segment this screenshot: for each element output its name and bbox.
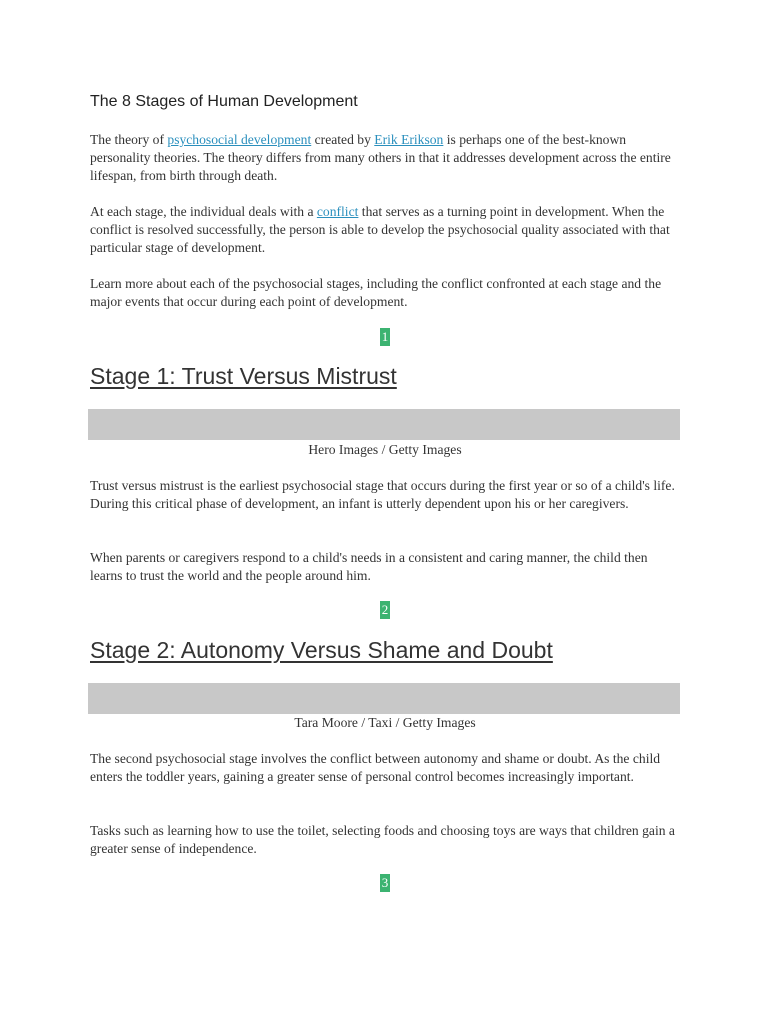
stage-1-image-placeholder: [88, 409, 680, 440]
erik-erikson-link[interactable]: Erik Erikson: [374, 132, 444, 147]
intro-paragraph-3: Learn more about each of the psychosocial stages, including the conflict confronted at each stage and the major events that occur during each point of development.: [90, 276, 662, 309]
stage-1-heading[interactable]: Stage 1: Trust Versus Mistrust: [90, 363, 397, 389]
stage-1-image-caption: Hero Images / Getty Images: [308, 442, 462, 457]
psychosocial-development-link[interactable]: psychosocial development: [167, 132, 312, 147]
intro-paragraph-2: [90, 203, 682, 257]
stage-number-badge: 2: [381, 602, 389, 617]
stage-number-badge: 3: [381, 875, 389, 890]
intro-paragraph-1: [90, 131, 682, 185]
stage-2-image-placeholder: [88, 683, 680, 714]
page-title: The 8 Stages of Human Development: [90, 93, 358, 110]
intro-text: is perhaps one of the best-known personality theories. The theory differs from many others in that it addresses development across the entire lifespan, from birth through death.: [90, 132, 671, 183]
intro-text: At each stage, the individual deals with a: [90, 204, 317, 219]
intro-text: The theory of: [90, 132, 168, 147]
stage-number-row: [90, 328, 680, 346]
stage-number-row: [90, 601, 680, 619]
stage-number-row: [90, 874, 680, 892]
stage-number-badge: 1: [381, 329, 389, 344]
stage-1-paragraph-2: When parents or caregivers respond to a child's needs in a consistent and caring manner, the child then learns to trust the world and the people around him.: [90, 550, 648, 583]
stage-2-heading[interactable]: Stage 2: Autonomy Versus Shame and Doubt: [90, 637, 553, 663]
intro-text: created by: [311, 132, 375, 147]
conflict-link[interactable]: conflict: [316, 204, 359, 219]
stage-2-image-caption: Tara Moore / Taxi / Getty Images: [294, 715, 476, 730]
stage-1-paragraph-1: Trust versus mistrust is the earliest psychosocial stage that occurs during the first year or so of a child's life. During this critical phase of development, an infant is utterly dependent upon his or her caregivers.: [90, 478, 675, 511]
stage-2-paragraph-2: Tasks such as learning how to use the toilet, selecting foods and choosing toys are ways that children gain a greater sense of independence.: [90, 823, 675, 856]
intro-text: that serves as a turning point in development. When the conflict is resolved successfully, the person is able to develop the psychosocial quality associated with that particular stage of development.: [90, 204, 670, 255]
stage-2-paragraph-1: The second psychosocial stage involves the conflict between autonomy and shame or doubt. As the child enters the toddler years, gaining a greater sense of personal control becomes increasingly important.: [90, 751, 661, 784]
